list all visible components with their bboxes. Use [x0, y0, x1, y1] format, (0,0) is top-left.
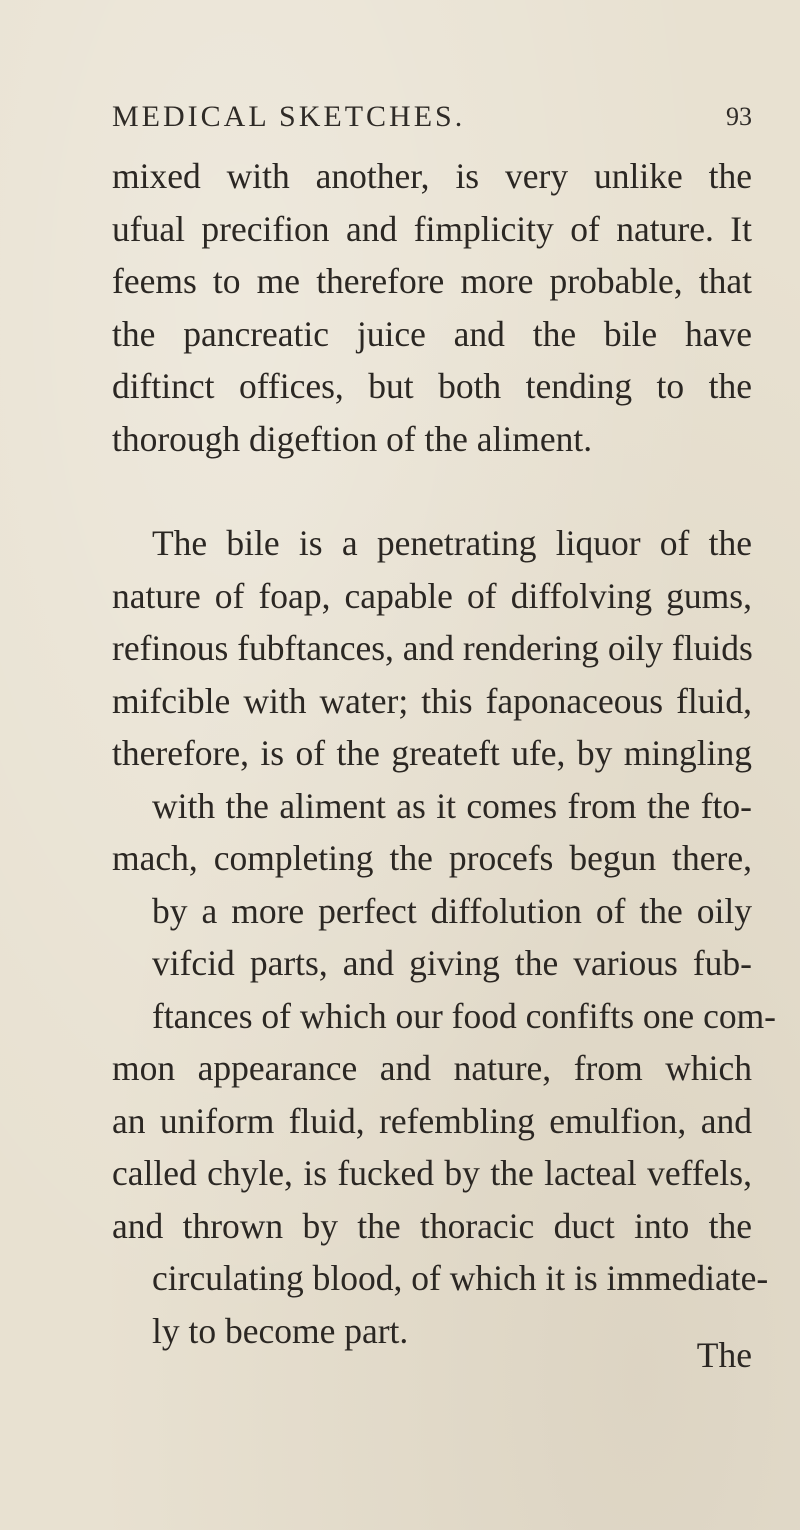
text-line: thorough digeftion of the aliment.	[112, 418, 593, 459]
text-line: mixed with another, is very unlike the	[112, 156, 752, 196]
paragraph-gap	[112, 465, 752, 517]
text-line: an uniform fluid, refembling emulfion, and	[112, 1100, 752, 1141]
catchword: The	[696, 1335, 752, 1375]
paragraph-1	[112, 150, 752, 465]
text-line: feems to me therefore more probable, that	[112, 261, 752, 301]
text-line: the pancreatic juice and the bile have	[112, 313, 752, 354]
text-line: ftances of which our food confifts one com-	[152, 995, 777, 1036]
text-line: and thrown by the thoracic duct into the	[112, 1205, 752, 1246]
text-line: called chyle, is fucked by the lacteal veffels,	[112, 1153, 752, 1193]
text-line: ly to become part.	[152, 1310, 409, 1351]
text-line: with the aliment as it comes from the fto-	[152, 785, 752, 826]
text-line: vifcid parts, and giving the various fub-	[152, 943, 752, 983]
text-line: diftinct offices, but both tending to the	[112, 366, 752, 406]
text-line: mon appearance and nature, from which	[112, 1048, 752, 1088]
text-line: ufual precifion and fimplicity of nature. It	[112, 208, 752, 249]
text-line: The bile is a penetrating liquor of the	[152, 523, 752, 563]
text-line: circulating blood, of which it is immediate-	[152, 1258, 769, 1298]
paragraph-2	[112, 517, 777, 1357]
page-header	[112, 100, 752, 140]
text-line: nature of foap, capable of diffolving gums,	[112, 575, 752, 616]
text-line: refinous fubftances, and rendering oily fluids	[112, 628, 753, 668]
text-line: mifcible with water; this faponaceous fluid,	[112, 680, 752, 721]
page-number: 93	[726, 102, 752, 131]
text-line: mach, completing the procefs begun there,	[112, 838, 752, 878]
text-line: therefore, is of the greateft ufe, by mingling	[112, 733, 752, 773]
body-text	[112, 150, 777, 1357]
text-line: by a more perfect diffolution of the oily	[152, 890, 752, 931]
running-title: MEDICAL SKETCHES.	[112, 100, 466, 133]
